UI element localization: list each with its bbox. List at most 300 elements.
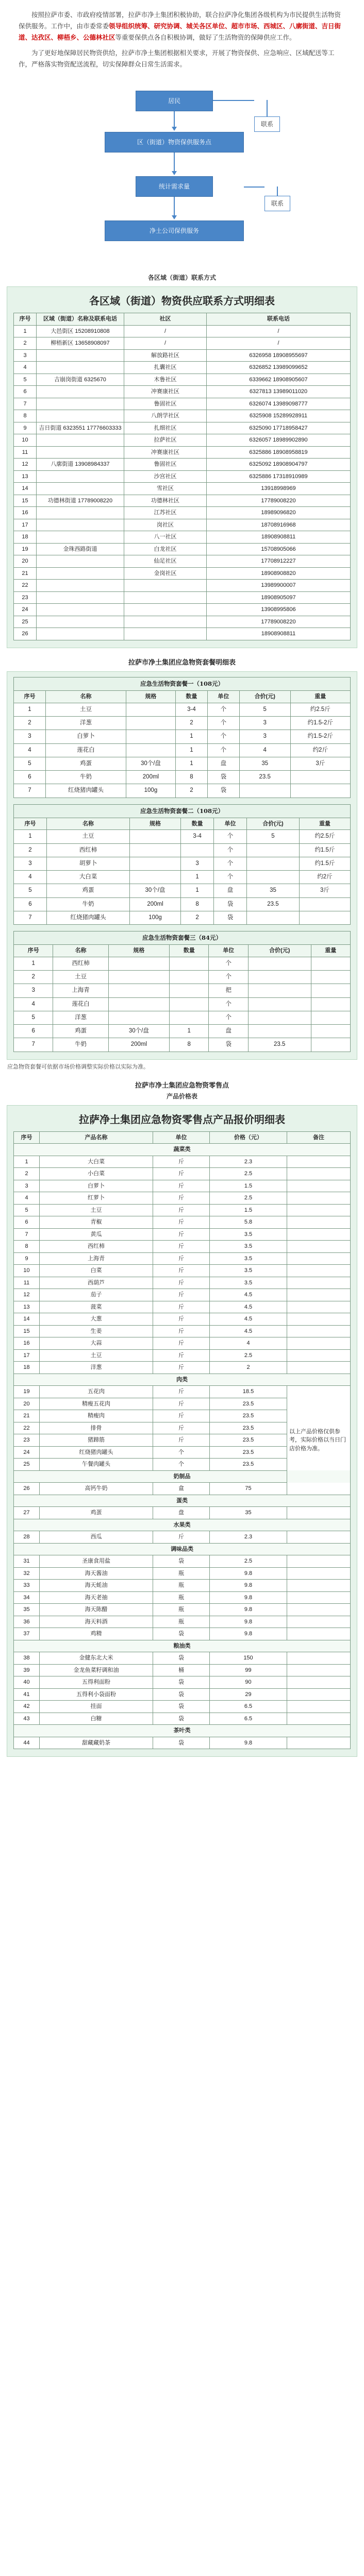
table-row (14, 1567, 351, 1580)
table-cell: 18908905097 (207, 591, 351, 604)
table-row (14, 1038, 351, 1052)
table-cell: 大白菜 (46, 871, 129, 884)
table-row (14, 555, 351, 568)
table-cell: 袋 (153, 1737, 210, 1749)
table-cell: 鸡蛋 (40, 1507, 153, 1519)
header-cell: 重量 (290, 691, 350, 703)
table-cell: 个 (209, 997, 248, 1011)
table-cell: 7 (14, 784, 46, 798)
table-cell: 21 (14, 1410, 40, 1422)
table-cell: 土豆 (40, 1204, 153, 1216)
price-caption: 拉萨市净土集团应急物资零售点 (135, 1081, 229, 1089)
table-cell: 19 (14, 1386, 40, 1398)
section-header-row (14, 1470, 351, 1483)
table-cell: 7 (14, 1038, 53, 1052)
table-cell: 23.5 (210, 1410, 287, 1422)
table-row (14, 743, 351, 757)
table-row (14, 1628, 351, 1640)
table-cell: 莲花白 (45, 743, 126, 757)
table-cell: 2 (14, 971, 53, 984)
table-cell: 八廓街道 13908984337 (37, 459, 124, 471)
table-cell (311, 1038, 350, 1052)
intro-highlight: 领导组织统筹、研究协调、城关各区单位、超市市场、西城区、八廓街道、吉日街道、达孜区、柳梧乡、公德林社区 (19, 23, 341, 41)
flow-connector (267, 100, 268, 116)
table-row (14, 911, 351, 924)
contact-panel (7, 286, 357, 648)
table-cell (287, 1628, 351, 1640)
table-cell: 6325886 18908958819 (207, 446, 351, 459)
table-row (14, 495, 351, 507)
header-cell: 联系电话 (207, 313, 351, 326)
table-cell: 斤 (153, 1204, 210, 1216)
table-cell: 西葫芦 (40, 1277, 153, 1289)
table-cell: 10 (14, 1265, 40, 1277)
table-cell: 18 (14, 1362, 40, 1374)
table-row (14, 1025, 351, 1038)
table-cell: 斤 (153, 1156, 210, 1168)
table-cell: 5 (239, 703, 290, 716)
table-cell: 海天蚝油 (40, 1580, 153, 1592)
table-cell (311, 1025, 350, 1038)
contact-title: 各区域（街道）物资供应联系方式明细表 (89, 295, 275, 307)
table-cell: 30个/盘 (130, 884, 181, 897)
contact-caption-text: 各区域（街道）联系方式 (147, 274, 216, 281)
table-cell: 精瘦五花肉 (40, 1398, 153, 1410)
table-cell: 18908908811 (207, 628, 351, 640)
table-cell: 18989096820 (207, 507, 351, 519)
table-cell: 木鲁社区 (124, 374, 207, 386)
table-cell (170, 1011, 209, 1024)
table-cell: 5 (14, 1011, 53, 1024)
table-cell: 8 (14, 1241, 40, 1253)
table-row (14, 519, 351, 531)
table-cell: 4.5 (210, 1301, 287, 1313)
table-row (14, 483, 351, 495)
table-cell: 吉日街道 6323551 17776603333 (37, 422, 124, 434)
header-cell: 规格 (108, 945, 169, 957)
table-cell (287, 1192, 351, 1205)
table-row (14, 784, 351, 798)
table-cell: 雪社区 (124, 483, 207, 495)
packages-panel (7, 671, 357, 1060)
table-row (14, 434, 351, 447)
table-row (14, 1156, 351, 1168)
table-cell: 袋 (209, 1038, 248, 1052)
table-cell: 15708905066 (207, 543, 351, 555)
intro-text: 按照拉萨市委、市政府疫情部署，拉萨市净土集团积极协助，联合拉萨净化集团各级机构为市民提供生活物资保供服务。工作中，由市委常委 (19, 11, 341, 30)
table-cell (37, 362, 124, 374)
table-row (14, 470, 351, 483)
table-cell: 6 (14, 897, 47, 911)
table-cell: 14 (14, 1313, 40, 1326)
table-cell: 吉崩岗街道 6325670 (37, 374, 124, 386)
table-row (14, 717, 351, 730)
table-cell (287, 1349, 351, 1362)
table-cell (287, 1289, 351, 1301)
table-cell: 袋 (153, 1555, 210, 1568)
table-row (14, 604, 351, 616)
table-cell: 39 (14, 1664, 40, 1676)
table-cell: 200ml (130, 897, 181, 911)
table-cell (287, 1580, 351, 1592)
flow-diagram (58, 80, 306, 266)
table-cell: 5 (247, 830, 300, 843)
package-1-table (13, 677, 351, 798)
table-cell: 瓶 (153, 1567, 210, 1580)
table-cell: 小白菜 (40, 1168, 153, 1180)
table-cell (248, 1025, 311, 1038)
table-cell: 18708916968 (207, 519, 351, 531)
table-cell (37, 555, 124, 568)
table-cell: 2 (181, 911, 214, 924)
table-row (14, 1386, 351, 1398)
table-row (14, 1531, 351, 1544)
header-cell: 单位 (209, 945, 248, 957)
table-cell (124, 616, 207, 628)
table-cell: 9 (14, 1252, 40, 1265)
table-cell: 10 (14, 434, 37, 447)
table-cell: 6325886 17318910989 (207, 470, 351, 483)
table-cell: 17 (14, 1349, 40, 1362)
table-cell: 斤 (153, 1422, 210, 1434)
table-cell: 斤 (153, 1398, 210, 1410)
table-cell (37, 434, 124, 447)
table-cell (287, 1737, 351, 1749)
table-cell: 西瓜 (40, 1531, 153, 1544)
header-cell: 数量 (170, 945, 209, 957)
table-cell (287, 1325, 351, 1337)
table-cell: 茄子 (40, 1289, 153, 1301)
table-cell: 16 (14, 1337, 40, 1350)
table-cell: 个 (207, 717, 239, 730)
table-cell: 12 (14, 459, 37, 471)
table-row (14, 1652, 351, 1665)
table-cell (247, 857, 300, 870)
section-header-row (14, 1640, 351, 1652)
price-caption-2-text: 产品价格表 (166, 1092, 197, 1100)
header-cell: 规格 (126, 691, 175, 703)
table-cell: 五得利面粉 (40, 1676, 153, 1689)
table-cell: 5 (14, 374, 37, 386)
table-cell: 1 (14, 830, 47, 843)
table-cell: 牛奶 (46, 897, 129, 911)
table-cell: 胡萝卜 (46, 857, 129, 870)
contact-caption (0, 273, 364, 282)
table-cell (287, 1688, 351, 1701)
table-cell: 1.5 (210, 1180, 287, 1192)
table-cell: 挂面 (40, 1701, 153, 1713)
table-cell: 西红柿 (46, 843, 129, 857)
table-cell: 生姜 (40, 1325, 153, 1337)
table-cell (287, 1664, 351, 1676)
table-cell: 红烧猪肉罐头 (40, 1446, 153, 1459)
section-header-row (14, 1725, 351, 1737)
table-row (14, 507, 351, 519)
table-cell: 圣康食用盐 (40, 1555, 153, 1568)
table-cell: 个 (214, 871, 247, 884)
table-cell: 17789008220 (207, 616, 351, 628)
intro-tail: 等重要保供点各自积极协调，做好了生活物资的保障供应工作。 (115, 34, 296, 41)
table-cell: 约1.5斤 (299, 843, 350, 857)
table-cell: / (124, 337, 207, 350)
table-row (14, 997, 351, 1011)
flow-connector (174, 111, 175, 128)
table-cell (287, 1216, 351, 1229)
table-cell: 6326852 13989099652 (207, 362, 351, 374)
table-cell: 斤 (153, 1180, 210, 1192)
table-cell: 1 (14, 325, 37, 337)
table-cell: 23.5 (210, 1398, 287, 1410)
table-cell (108, 997, 169, 1011)
table-row (14, 971, 351, 984)
table-cell: 4 (14, 1192, 40, 1205)
table-cell: 斤 (153, 1289, 210, 1301)
table-cell: 22 (14, 1422, 40, 1434)
table-cell: 菠菜 (40, 1301, 153, 1313)
table-cell: 海天陈醋 (40, 1604, 153, 1616)
table-cell: 扎细社区 (124, 422, 207, 434)
header-cell: 数量 (175, 691, 207, 703)
table-cell: 土豆 (46, 830, 129, 843)
table-cell (239, 784, 290, 798)
table-cell: 6325908 15289928911 (207, 410, 351, 422)
table-cell: 白龙社区 (124, 543, 207, 555)
table-cell: 金龙鱼菜籽调和油 (40, 1664, 153, 1676)
table-cell: 斤 (153, 1410, 210, 1422)
table-cell (108, 984, 169, 997)
package-header-row (14, 691, 351, 703)
table-cell: 白萝卜 (45, 730, 126, 743)
table-cell: 6339662 18908905607 (207, 374, 351, 386)
price-header-row (14, 1131, 351, 1144)
table-cell (248, 971, 311, 984)
table-cell: 白菜 (40, 1265, 153, 1277)
table-cell: 2 (175, 717, 207, 730)
table-cell: 3 (181, 857, 214, 870)
table-row (14, 1325, 351, 1337)
flow-node-service-point: 区（街道）物资保供服务点 (105, 132, 244, 152)
table-cell: 13 (14, 1301, 40, 1313)
table-cell: 袋 (153, 1701, 210, 1713)
header-cell: 备注 (287, 1131, 351, 1144)
table-row (14, 1676, 351, 1689)
table-cell: 6.5 (210, 1713, 287, 1725)
table-cell: 4 (14, 743, 46, 757)
table-cell: 拉萨社区 (124, 434, 207, 447)
header-cell: 序号 (14, 818, 47, 830)
table-cell: 1 (14, 703, 46, 716)
table-cell: 袋 (153, 1676, 210, 1689)
section-header-row (14, 1144, 351, 1156)
section-title: 茶叶类 (14, 1725, 351, 1737)
table-cell: 斤 (153, 1252, 210, 1265)
package-1-body (14, 703, 351, 798)
table-cell: 4.5 (210, 1325, 287, 1337)
table-cell (287, 1204, 351, 1216)
table-cell: 20 (14, 555, 37, 568)
header-cell: 单位 (207, 691, 239, 703)
table-row (14, 410, 351, 422)
table-cell: 斤 (153, 1434, 210, 1447)
table-cell: 4.5 (210, 1289, 287, 1301)
flow-connector (277, 187, 278, 196)
table-cell: 袋 (214, 897, 247, 911)
table-cell: 3斤 (299, 884, 350, 897)
table-cell: 五花肉 (40, 1386, 153, 1398)
table-row (14, 1289, 351, 1301)
table-cell (181, 843, 214, 857)
table-row (14, 628, 351, 640)
table-cell: 盘 (209, 1025, 248, 1038)
table-cell: 7 (14, 911, 47, 924)
table-cell: 个 (209, 957, 248, 970)
header-cell: 名称 (53, 945, 108, 957)
table-cell: 牛奶 (45, 771, 126, 784)
table-cell: 2 (210, 1362, 287, 1374)
table-cell: 大蒜 (40, 1337, 153, 1350)
table-cell (287, 1701, 351, 1713)
table-row (14, 1252, 351, 1265)
table-cell: 6 (14, 1025, 53, 1038)
table-row (14, 1313, 351, 1326)
table-cell: 猪蹄筋 (40, 1434, 153, 1447)
table-cell: 4.5 (210, 1313, 287, 1326)
header-cell: 单位 (214, 818, 247, 830)
table-row (14, 580, 351, 592)
table-cell (37, 483, 124, 495)
table-row (14, 703, 351, 716)
flow-node-supply-service: 净土公司保供服务 (105, 221, 244, 241)
table-cell (37, 567, 124, 580)
table-cell: 个 (207, 703, 239, 716)
table-cell: 43 (14, 1713, 40, 1725)
table-cell: 上海青 (40, 1252, 153, 1265)
section-header-row (14, 1543, 351, 1555)
table-cell: 15 (14, 1325, 40, 1337)
table-cell: 斤 (153, 1337, 210, 1350)
table-cell: 青椒 (40, 1216, 153, 1229)
table-cell: 8 (175, 771, 207, 784)
table-cell (311, 971, 350, 984)
table-cell: 斤 (153, 1531, 210, 1544)
table-cell: 35 (247, 884, 300, 897)
table-cell: 9.8 (210, 1580, 287, 1592)
table-cell: 3.5 (210, 1228, 287, 1241)
table-cell (287, 1180, 351, 1192)
table-cell (126, 703, 175, 716)
table-cell: 28 (14, 1531, 40, 1544)
table-cell: 33 (14, 1580, 40, 1592)
table-cell: 鸡蛋 (46, 884, 129, 897)
table-cell: 7 (14, 1228, 40, 1241)
table-cell: 功德林街道 17789008220 (37, 495, 124, 507)
table-cell: 22 (14, 580, 37, 592)
table-cell: 桶 (153, 1664, 210, 1676)
table-row (14, 349, 351, 362)
table-cell: 1.5 (210, 1204, 287, 1216)
price-panel (7, 1105, 357, 1757)
table-cell: 23.5 (210, 1422, 287, 1434)
table-cell (130, 830, 181, 843)
table-cell: 24 (14, 604, 37, 616)
packages-caption: 拉萨市净土集团应急物资套餐明细表 (128, 658, 236, 666)
table-cell: 150 (210, 1652, 287, 1665)
header-cell: 社区 (124, 313, 207, 326)
table-cell: 功德林社区 (124, 495, 207, 507)
table-cell: 约1.5-2斤 (290, 730, 350, 743)
table-cell: 斤 (153, 1265, 210, 1277)
package-1-title: 应急生活物资套餐一（108元） (14, 677, 351, 691)
table-cell: 13918998969 (207, 483, 351, 495)
table-cell: 瓶 (153, 1616, 210, 1628)
table-cell: 9.8 (210, 1628, 287, 1640)
table-cell: 冲赛康社区 (124, 386, 207, 398)
table-cell: 200ml (126, 771, 175, 784)
table-row (14, 1616, 351, 1628)
table-cell: 个 (214, 830, 247, 843)
table-cell (287, 1676, 351, 1689)
package-header-row (14, 818, 351, 830)
table-cell: 30个/盘 (108, 1025, 169, 1038)
table-row (14, 1228, 351, 1241)
table-cell (37, 410, 124, 422)
table-cell: 海天料酒 (40, 1616, 153, 1628)
price-caption-2 (0, 1092, 364, 1101)
table-cell: 18.5 (210, 1386, 287, 1398)
table-cell: 斤 (153, 1228, 210, 1241)
table-cell: 洋葱 (45, 717, 126, 730)
flow-arrow (172, 215, 177, 219)
table-cell: 岗社区 (124, 519, 207, 531)
table-cell: 白萝卜 (40, 1180, 153, 1192)
header-cell: 合价(元) (239, 691, 290, 703)
table-row (14, 1216, 351, 1229)
table-cell (170, 984, 209, 997)
table-cell (170, 957, 209, 970)
table-row (14, 1713, 351, 1725)
table-row (14, 337, 351, 350)
table-cell: 26 (14, 1483, 40, 1495)
table-cell: 2.5 (210, 1168, 287, 1180)
table-cell: 瓶 (153, 1604, 210, 1616)
section-title: 肉类 (14, 1374, 351, 1386)
table-cell: 17789008220 (207, 495, 351, 507)
table-cell: 4 (14, 871, 47, 884)
table-row (14, 446, 351, 459)
table-cell: 约2.5斤 (299, 830, 350, 843)
table-row (14, 1241, 351, 1253)
table-cell (37, 446, 124, 459)
table-cell (287, 1567, 351, 1580)
table-cell: 18908908820 (207, 567, 351, 580)
header-cell: 序号 (14, 313, 37, 326)
table-row (14, 531, 351, 544)
table-cell: 100g (130, 911, 181, 924)
table-cell (126, 730, 175, 743)
table-cell: 黄瓜 (40, 1228, 153, 1241)
table-cell: 3 (239, 730, 290, 743)
table-cell (247, 843, 300, 857)
table-cell: 3 (14, 730, 46, 743)
table-cell: 36 (14, 1616, 40, 1628)
table-cell: 25 (14, 616, 37, 628)
table-cell: 5 (14, 884, 47, 897)
table-cell: 3 (14, 349, 37, 362)
section-header-row (14, 1374, 351, 1386)
table-cell: 4 (239, 743, 290, 757)
table-cell: 2.3 (210, 1531, 287, 1544)
table-cell (248, 957, 311, 970)
